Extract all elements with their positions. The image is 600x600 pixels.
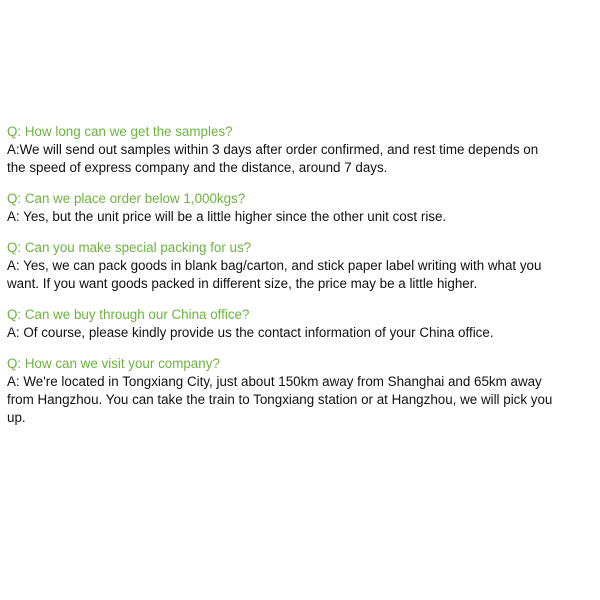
faq-answer: A: Of course, please kindly provide us the contact information of your China office.: [7, 325, 494, 340]
faq-item-special-packing: [7, 239, 557, 293]
faq-item-visit-company: [7, 355, 557, 427]
faq-question: Q: How can we visit your company?: [7, 356, 220, 371]
faq-item-samples: [7, 123, 557, 177]
faq-list: [7, 123, 557, 440]
faq-answer: A: Yes, but the unit price will be a little higher since the other unit cost rise.: [7, 209, 447, 224]
faq-answer: A: We're located in Tongxiang City, just about 150km away from Shanghai and 65km away from Hangzhou. You can take the train to Tongxiang station or at Hangzhou, we will pick you up.: [7, 374, 553, 425]
faq-item-china-office: [7, 306, 557, 342]
faq-question: Q: How long can we get the samples?: [7, 124, 233, 139]
faq-question: Q: Can we place order below 1,000kgs?: [7, 191, 246, 206]
faq-question: Q: Can we buy through our China office?: [7, 307, 250, 322]
faq-item-minimum-order: [7, 190, 557, 226]
faq-answer: A:We will send out samples within 3 days after order confirmed, and rest time depends on the speed of express company and the distance, around 7 days.: [7, 142, 539, 175]
faq-question: Q: Can you make special packing for us?: [7, 240, 252, 255]
faq-answer: A: Yes, we can pack goods in blank bag/carton, and stick paper label writing with what you want. If you want goods packed in different size, the price may be a little higher.: [7, 258, 542, 291]
